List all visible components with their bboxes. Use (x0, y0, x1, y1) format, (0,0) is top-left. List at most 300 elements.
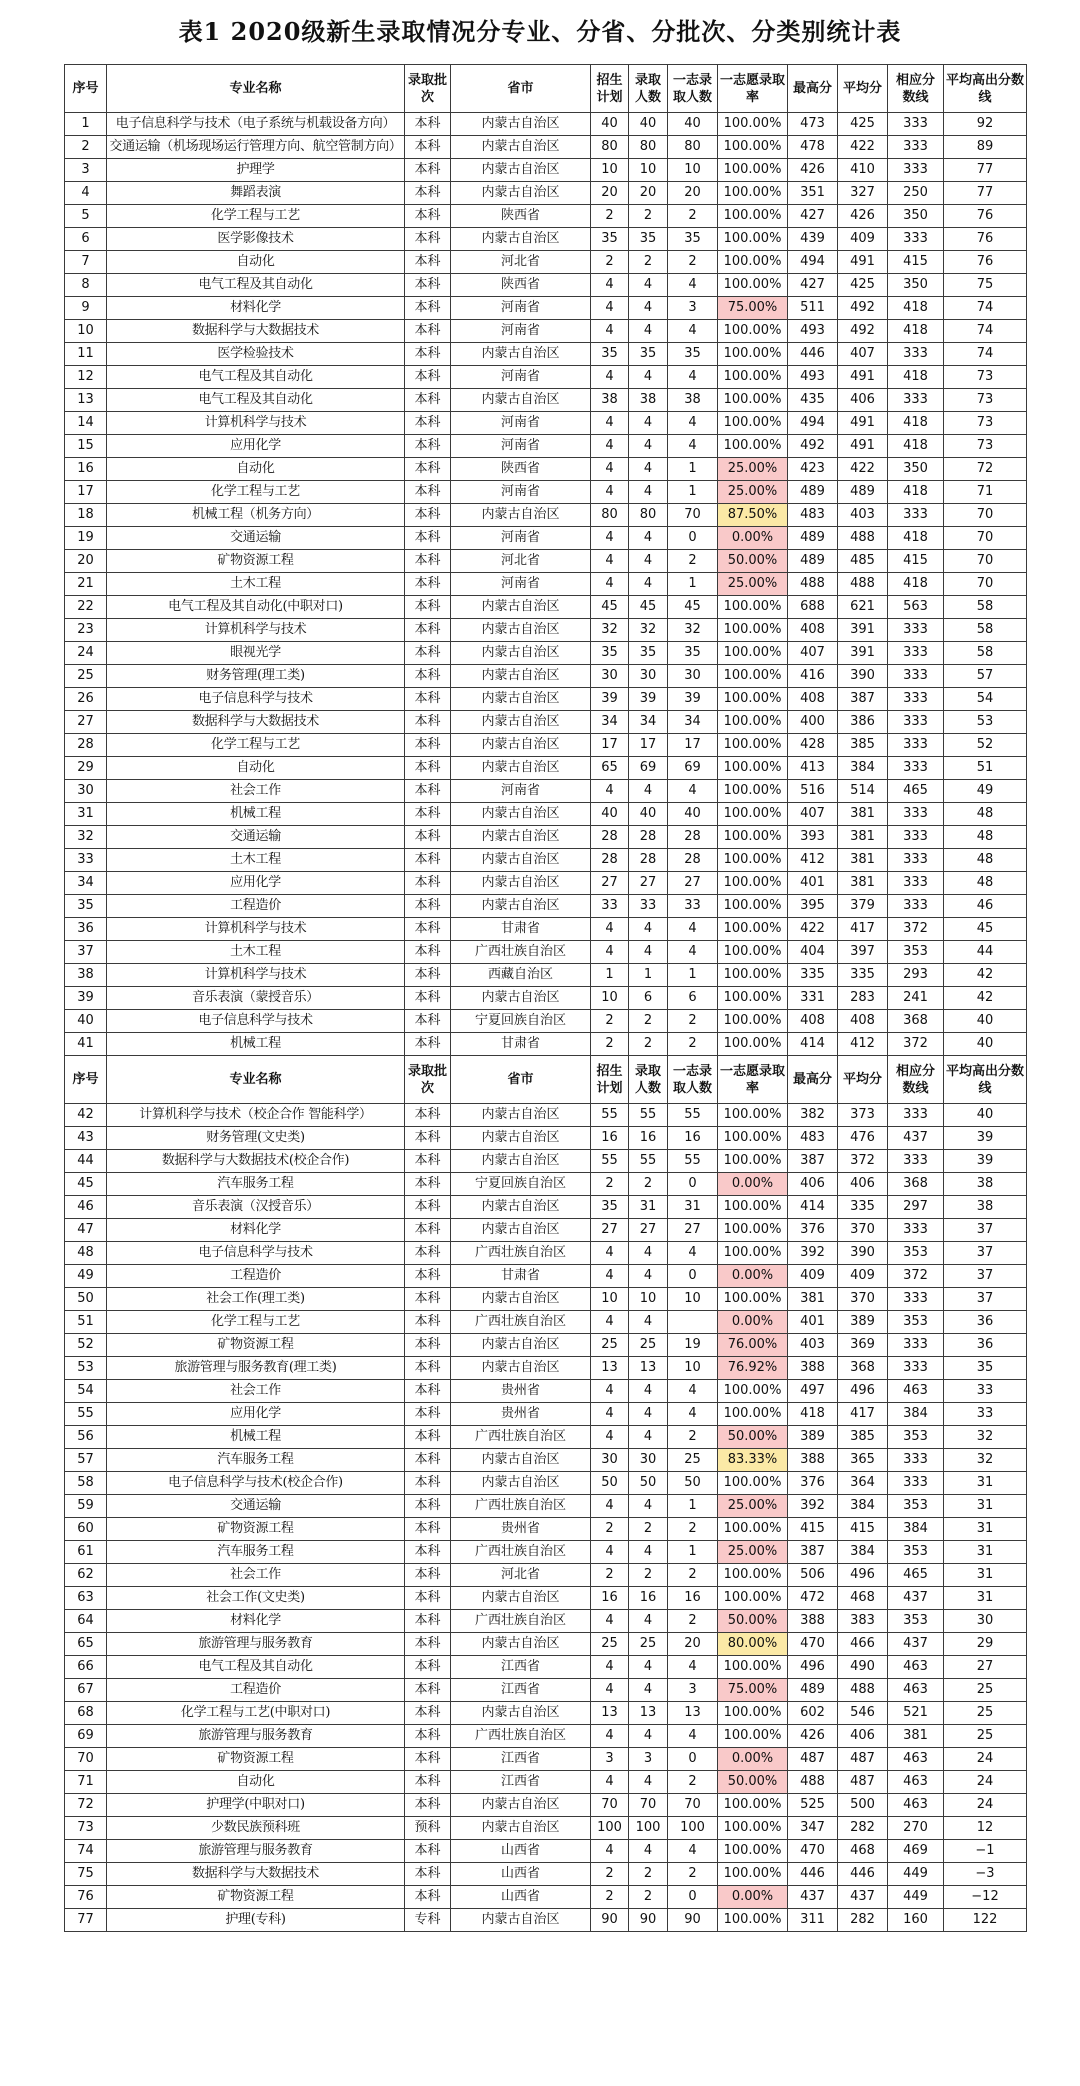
table-row (65, 1771, 1027, 1794)
cell-col-province: 河北省 (451, 251, 591, 274)
cell-col-major-name: 旅游管理与服务教育 (107, 1840, 405, 1863)
cell-col-plan: 35 (591, 1196, 629, 1219)
cell-col-first-choice-count (668, 1311, 718, 1334)
cell-col-first-choice-count: 69 (668, 757, 718, 780)
table-row (65, 1587, 1027, 1610)
cell-col-avg-above-cutoff: 39 (944, 1127, 1027, 1150)
cell-col-admitted: 55 (629, 1104, 668, 1127)
header-col-avg-above-cutoff: 平均高出分数线 (944, 65, 1027, 113)
table-row (65, 1794, 1027, 1817)
cell-col-cutoff: 350 (888, 274, 944, 297)
cell-col-max-score: 428 (788, 734, 838, 757)
cell-col-avg-above-cutoff: 40 (944, 1010, 1027, 1033)
cell-col-batch: 本科 (405, 872, 451, 895)
cell-col-first-choice-count: 4 (668, 1380, 718, 1403)
cell-col-index: 55 (65, 1403, 107, 1426)
cell-col-first-choice-count: 1 (668, 1495, 718, 1518)
cell-col-plan: 4 (591, 297, 629, 320)
cell-col-first-choice-rate: 100.00% (718, 849, 788, 872)
cell-col-batch: 本科 (405, 780, 451, 803)
cell-col-admitted: 33 (629, 895, 668, 918)
cell-col-plan: 40 (591, 803, 629, 826)
cell-col-avg-above-cutoff: 31 (944, 1472, 1027, 1495)
cell-col-plan: 25 (591, 1334, 629, 1357)
cell-col-avg-score: 406 (838, 389, 888, 412)
cell-col-max-score: 489 (788, 1679, 838, 1702)
cell-col-batch: 专科 (405, 1909, 451, 1932)
cell-col-avg-above-cutoff: −1 (944, 1840, 1027, 1863)
cell-col-admitted: 16 (629, 1127, 668, 1150)
cell-col-plan: 90 (591, 1909, 629, 1932)
cell-col-max-score: 602 (788, 1702, 838, 1725)
cell-col-plan: 39 (591, 688, 629, 711)
cell-col-first-choice-count: 17 (668, 734, 718, 757)
cell-col-major-name: 电子信息科学与技术（电子系统与机载设备方向） (107, 113, 405, 136)
cell-col-province: 内蒙古自治区 (451, 1909, 591, 1932)
cell-col-batch: 本科 (405, 1242, 451, 1265)
cell-col-first-choice-rate: 100.00% (718, 136, 788, 159)
cell-col-avg-score: 372 (838, 1150, 888, 1173)
cell-col-avg-above-cutoff: 70 (944, 573, 1027, 596)
cell-col-avg-above-cutoff: 54 (944, 688, 1027, 711)
cell-col-first-choice-count: 16 (668, 1587, 718, 1610)
cell-col-avg-score: 403 (838, 504, 888, 527)
cell-col-first-choice-rate: 100.00% (718, 1794, 788, 1817)
cell-col-province: 内蒙古自治区 (451, 1702, 591, 1725)
cell-col-major-name: 应用化学 (107, 872, 405, 895)
cell-col-first-choice-rate: 100.00% (718, 1127, 788, 1150)
cell-col-batch: 本科 (405, 1265, 451, 1288)
cell-col-major-name: 数据科学与大数据技术 (107, 1863, 405, 1886)
cell-col-admitted: 4 (629, 573, 668, 596)
cell-col-first-choice-rate: 75.00% (718, 1679, 788, 1702)
cell-col-batch: 本科 (405, 1173, 451, 1196)
cell-col-max-score: 388 (788, 1610, 838, 1633)
cell-col-avg-above-cutoff: 58 (944, 619, 1027, 642)
table-row (65, 872, 1027, 895)
cell-col-province: 河南省 (451, 573, 591, 596)
cell-col-major-name: 电气工程及其自动化 (107, 274, 405, 297)
cell-col-plan: 38 (591, 389, 629, 412)
cell-col-admitted: 4 (629, 1403, 668, 1426)
cell-col-index: 47 (65, 1219, 107, 1242)
cell-col-cutoff: 293 (888, 964, 944, 987)
cell-col-admitted: 4 (629, 1242, 668, 1265)
cell-col-first-choice-rate: 100.00% (718, 642, 788, 665)
cell-col-province: 内蒙古自治区 (451, 757, 591, 780)
cell-col-first-choice-count: 3 (668, 297, 718, 320)
cell-col-batch: 本科 (405, 550, 451, 573)
cell-col-batch: 本科 (405, 1541, 451, 1564)
cell-col-province: 河北省 (451, 550, 591, 573)
cell-col-cutoff: 333 (888, 734, 944, 757)
cell-col-batch: 本科 (405, 1495, 451, 1518)
cell-col-cutoff: 372 (888, 1265, 944, 1288)
cell-col-province: 内蒙古自治区 (451, 872, 591, 895)
cell-col-first-choice-count: 0 (668, 1173, 718, 1196)
cell-col-admitted: 1 (629, 964, 668, 987)
cell-col-cutoff: 449 (888, 1863, 944, 1886)
cell-col-cutoff: 415 (888, 251, 944, 274)
cell-col-admitted: 2 (629, 1886, 668, 1909)
cell-col-first-choice-count: 70 (668, 504, 718, 527)
header-col-index: 序号 (65, 1056, 107, 1104)
cell-col-plan: 4 (591, 1840, 629, 1863)
cell-col-cutoff: 333 (888, 1334, 944, 1357)
cell-col-cutoff: 463 (888, 1656, 944, 1679)
cell-col-major-name: 电子信息科学与技术 (107, 1010, 405, 1033)
cell-col-major-name: 汽车服务工程 (107, 1173, 405, 1196)
cell-col-batch: 本科 (405, 1794, 451, 1817)
cell-col-plan: 4 (591, 1541, 629, 1564)
cell-col-admitted: 4 (629, 550, 668, 573)
cell-col-first-choice-rate: 100.00% (718, 1817, 788, 1840)
cell-col-first-choice-count: 4 (668, 435, 718, 458)
cell-col-max-score: 393 (788, 826, 838, 849)
cell-col-plan: 35 (591, 642, 629, 665)
table-row (65, 1656, 1027, 1679)
cell-col-avg-above-cutoff: 71 (944, 481, 1027, 504)
cell-col-index: 32 (65, 826, 107, 849)
cell-col-avg-score: 406 (838, 1725, 888, 1748)
cell-col-province: 内蒙古自治区 (451, 1633, 591, 1656)
cell-col-index: 19 (65, 527, 107, 550)
cell-col-index: 49 (65, 1265, 107, 1288)
cell-col-cutoff: 372 (888, 918, 944, 941)
cell-col-admitted: 50 (629, 1472, 668, 1495)
cell-col-index: 4 (65, 182, 107, 205)
cell-col-province: 河北省 (451, 1564, 591, 1587)
cell-col-avg-score: 491 (838, 435, 888, 458)
cell-col-batch: 本科 (405, 1679, 451, 1702)
cell-col-province: 内蒙古自治区 (451, 849, 591, 872)
cell-col-plan: 45 (591, 596, 629, 619)
cell-col-batch: 本科 (405, 251, 451, 274)
cell-col-first-choice-count: 40 (668, 113, 718, 136)
cell-col-index: 38 (65, 964, 107, 987)
cell-col-major-name: 应用化学 (107, 1403, 405, 1426)
cell-col-first-choice-rate: 50.00% (718, 1426, 788, 1449)
cell-col-first-choice-rate: 100.00% (718, 987, 788, 1010)
cell-col-batch: 本科 (405, 481, 451, 504)
cell-col-admitted: 34 (629, 711, 668, 734)
cell-col-index: 27 (65, 711, 107, 734)
cell-col-batch: 本科 (405, 849, 451, 872)
cell-col-major-name: 少数民族预科班 (107, 1817, 405, 1840)
cell-col-cutoff: 333 (888, 872, 944, 895)
cell-col-index: 11 (65, 343, 107, 366)
cell-col-avg-score: 369 (838, 1334, 888, 1357)
cell-col-max-score: 516 (788, 780, 838, 803)
cell-col-avg-score: 385 (838, 1426, 888, 1449)
cell-col-avg-above-cutoff: 25 (944, 1725, 1027, 1748)
cell-col-avg-score: 492 (838, 320, 888, 343)
cell-col-batch: 本科 (405, 274, 451, 297)
cell-col-index: 28 (65, 734, 107, 757)
cell-col-max-score: 494 (788, 412, 838, 435)
cell-col-index: 62 (65, 1564, 107, 1587)
cell-col-avg-score: 327 (838, 182, 888, 205)
cell-col-province: 内蒙古自治区 (451, 1219, 591, 1242)
cell-col-admitted: 31 (629, 1196, 668, 1219)
cell-col-plan: 4 (591, 1610, 629, 1633)
cell-col-first-choice-rate: 0.00% (718, 1265, 788, 1288)
cell-col-avg-score: 370 (838, 1219, 888, 1242)
cell-col-province: 陕西省 (451, 205, 591, 228)
cell-col-admitted: 17 (629, 734, 668, 757)
cell-col-avg-above-cutoff: 33 (944, 1380, 1027, 1403)
cell-col-plan: 27 (591, 1219, 629, 1242)
cell-col-first-choice-count: 28 (668, 826, 718, 849)
cell-col-batch: 本科 (405, 688, 451, 711)
cell-col-index: 22 (65, 596, 107, 619)
cell-col-index: 69 (65, 1725, 107, 1748)
cell-col-major-name: 数据科学与大数据技术 (107, 320, 405, 343)
cell-col-avg-score: 488 (838, 527, 888, 550)
cell-col-index: 3 (65, 159, 107, 182)
cell-col-major-name: 汽车服务工程 (107, 1541, 405, 1564)
cell-col-avg-score: 491 (838, 412, 888, 435)
cell-col-first-choice-rate: 100.00% (718, 964, 788, 987)
cell-col-province: 广西壮族自治区 (451, 1541, 591, 1564)
cell-col-major-name: 机械工程 (107, 803, 405, 826)
cell-col-first-choice-rate: 0.00% (718, 1748, 788, 1771)
cell-col-avg-above-cutoff: 24 (944, 1748, 1027, 1771)
cell-col-cutoff: 463 (888, 1748, 944, 1771)
cell-col-first-choice-count: 33 (668, 895, 718, 918)
cell-col-batch: 本科 (405, 573, 451, 596)
cell-col-admitted: 30 (629, 1449, 668, 1472)
cell-col-plan: 100 (591, 1817, 629, 1840)
cell-col-cutoff: 250 (888, 182, 944, 205)
cell-col-index: 46 (65, 1196, 107, 1219)
table-row (65, 642, 1027, 665)
cell-col-major-name: 应用化学 (107, 435, 405, 458)
cell-col-first-choice-count: 38 (668, 389, 718, 412)
cell-col-province: 内蒙古自治区 (451, 182, 591, 205)
table-row (65, 826, 1027, 849)
cell-col-max-score: 408 (788, 688, 838, 711)
header-col-first-choice-count: 一志录取人数 (668, 65, 718, 113)
cell-col-avg-above-cutoff: 31 (944, 1518, 1027, 1541)
cell-col-plan: 32 (591, 619, 629, 642)
cell-col-admitted: 4 (629, 1771, 668, 1794)
cell-col-plan: 65 (591, 757, 629, 780)
cell-col-avg-score: 381 (838, 803, 888, 826)
cell-col-province: 河南省 (451, 481, 591, 504)
cell-col-first-choice-count: 2 (668, 205, 718, 228)
cell-col-plan: 4 (591, 412, 629, 435)
cell-col-avg-above-cutoff: 92 (944, 113, 1027, 136)
cell-col-first-choice-count: 55 (668, 1104, 718, 1127)
cell-col-avg-score: 391 (838, 619, 888, 642)
cell-col-batch: 本科 (405, 412, 451, 435)
cell-col-first-choice-count: 4 (668, 941, 718, 964)
cell-col-first-choice-rate: 100.00% (718, 1150, 788, 1173)
cell-col-cutoff: 437 (888, 1587, 944, 1610)
cell-col-province: 西藏自治区 (451, 964, 591, 987)
table-row (65, 734, 1027, 757)
table-row (65, 389, 1027, 412)
cell-col-cutoff: 160 (888, 1909, 944, 1932)
table-row (65, 1702, 1027, 1725)
cell-col-index: 20 (65, 550, 107, 573)
cell-col-avg-above-cutoff: 76 (944, 251, 1027, 274)
cell-col-avg-score: 386 (838, 711, 888, 734)
cell-col-plan: 4 (591, 1242, 629, 1265)
cell-col-first-choice-count: 50 (668, 1472, 718, 1495)
cell-col-avg-above-cutoff: 37 (944, 1288, 1027, 1311)
cell-col-province: 内蒙古自治区 (451, 159, 591, 182)
table-row (65, 1633, 1027, 1656)
cell-col-province: 内蒙古自治区 (451, 389, 591, 412)
cell-col-batch: 本科 (405, 734, 451, 757)
cell-col-avg-above-cutoff: 37 (944, 1242, 1027, 1265)
cell-col-avg-above-cutoff: 25 (944, 1702, 1027, 1725)
cell-col-first-choice-count: 4 (668, 1403, 718, 1426)
cell-col-batch: 本科 (405, 1311, 451, 1334)
cell-col-province: 甘肃省 (451, 1265, 591, 1288)
cell-col-avg-above-cutoff: 44 (944, 941, 1027, 964)
header-col-first-choice-rate: 一志愿录取率 (718, 1056, 788, 1104)
cell-col-avg-score: 468 (838, 1587, 888, 1610)
cell-col-admitted: 90 (629, 1909, 668, 1932)
cell-col-admitted: 35 (629, 642, 668, 665)
cell-col-max-score: 422 (788, 918, 838, 941)
cell-col-avg-above-cutoff: 76 (944, 205, 1027, 228)
cell-col-first-choice-count: 0 (668, 527, 718, 550)
table-row (65, 596, 1027, 619)
cell-col-cutoff: 333 (888, 1288, 944, 1311)
cell-col-plan: 50 (591, 1472, 629, 1495)
cell-col-province: 内蒙古自治区 (451, 1794, 591, 1817)
cell-col-batch: 本科 (405, 941, 451, 964)
cell-col-plan: 4 (591, 435, 629, 458)
cell-col-major-name: 矿物资源工程 (107, 550, 405, 573)
cell-col-province: 江西省 (451, 1748, 591, 1771)
cell-col-first-choice-rate: 100.00% (718, 596, 788, 619)
cell-col-province: 内蒙古自治区 (451, 642, 591, 665)
cell-col-major-name: 工程造价 (107, 895, 405, 918)
cell-col-admitted: 27 (629, 872, 668, 895)
table-row (65, 320, 1027, 343)
cell-col-first-choice-count: 35 (668, 343, 718, 366)
cell-col-batch: 本科 (405, 596, 451, 619)
cell-col-max-score: 381 (788, 1288, 838, 1311)
cell-col-province: 河南省 (451, 435, 591, 458)
cell-col-major-name: 电气工程及其自动化 (107, 1656, 405, 1679)
cell-col-admitted: 20 (629, 182, 668, 205)
cell-col-province: 河南省 (451, 780, 591, 803)
cell-col-max-score: 446 (788, 343, 838, 366)
cell-col-avg-score: 412 (838, 1033, 888, 1056)
table-row (65, 1196, 1027, 1219)
cell-col-province: 河南省 (451, 320, 591, 343)
cell-col-admitted: 13 (629, 1702, 668, 1725)
cell-col-cutoff: 463 (888, 1794, 944, 1817)
cell-col-max-score: 489 (788, 527, 838, 550)
cell-col-avg-above-cutoff: 122 (944, 1909, 1027, 1932)
cell-col-max-score: 401 (788, 872, 838, 895)
cell-col-plan: 80 (591, 136, 629, 159)
cell-col-first-choice-rate: 100.00% (718, 1702, 788, 1725)
cell-col-index: 42 (65, 1104, 107, 1127)
cell-col-max-score: 387 (788, 1541, 838, 1564)
cell-col-first-choice-rate: 25.00% (718, 481, 788, 504)
cell-col-avg-score: 384 (838, 1541, 888, 1564)
cell-col-cutoff: 333 (888, 1357, 944, 1380)
table-row (65, 136, 1027, 159)
cell-col-avg-above-cutoff: 31 (944, 1564, 1027, 1587)
header-col-first-choice-rate: 一志愿录取率 (718, 65, 788, 113)
cell-col-index: 1 (65, 113, 107, 136)
cell-col-cutoff: 418 (888, 297, 944, 320)
cell-col-avg-above-cutoff: 31 (944, 1541, 1027, 1564)
cell-col-first-choice-rate: 100.00% (718, 159, 788, 182)
cell-col-index: 53 (65, 1357, 107, 1380)
cell-col-first-choice-count: 0 (668, 1265, 718, 1288)
cell-col-cutoff: 368 (888, 1010, 944, 1033)
table-row (65, 205, 1027, 228)
table-row (65, 481, 1027, 504)
cell-col-cutoff: 333 (888, 136, 944, 159)
cell-col-max-score: 492 (788, 435, 838, 458)
cell-col-first-choice-count: 4 (668, 780, 718, 803)
cell-col-admitted: 25 (629, 1334, 668, 1357)
cell-col-max-score: 426 (788, 1725, 838, 1748)
header-col-avg-score: 平均分 (838, 65, 888, 113)
cell-col-avg-above-cutoff: 89 (944, 136, 1027, 159)
cell-col-index: 25 (65, 665, 107, 688)
cell-col-province: 江西省 (451, 1771, 591, 1794)
cell-col-avg-score: 422 (838, 136, 888, 159)
cell-col-plan: 80 (591, 504, 629, 527)
cell-col-plan: 4 (591, 274, 629, 297)
cell-col-max-score: 489 (788, 481, 838, 504)
table-row (65, 550, 1027, 573)
cell-col-avg-score: 488 (838, 1679, 888, 1702)
cell-col-avg-above-cutoff: 75 (944, 274, 1027, 297)
cell-col-major-name: 电气工程及其自动化(中职对口) (107, 596, 405, 619)
cell-col-first-choice-count: 34 (668, 711, 718, 734)
cell-col-index: 12 (65, 366, 107, 389)
table-row (65, 1104, 1027, 1127)
cell-col-major-name: 电子信息科学与技术 (107, 688, 405, 711)
cell-col-first-choice-rate: 100.00% (718, 1840, 788, 1863)
cell-col-index: 76 (65, 1886, 107, 1909)
cell-col-first-choice-rate: 100.00% (718, 1196, 788, 1219)
cell-col-cutoff: 333 (888, 619, 944, 642)
cell-col-avg-score: 446 (838, 1863, 888, 1886)
cell-col-avg-above-cutoff: 27 (944, 1656, 1027, 1679)
cell-col-cutoff: 418 (888, 573, 944, 596)
cell-col-max-score: 472 (788, 1587, 838, 1610)
cell-col-index: 18 (65, 504, 107, 527)
cell-col-avg-above-cutoff: 31 (944, 1587, 1027, 1610)
table-row (65, 803, 1027, 826)
cell-col-cutoff: 418 (888, 366, 944, 389)
cell-col-max-score: 473 (788, 113, 838, 136)
cell-col-plan: 4 (591, 1311, 629, 1334)
cell-col-avg-above-cutoff: 40 (944, 1033, 1027, 1056)
cell-col-index: 71 (65, 1771, 107, 1794)
cell-col-index: 66 (65, 1656, 107, 1679)
header-col-max-score: 最高分 (788, 1056, 838, 1104)
cell-col-avg-above-cutoff: 58 (944, 642, 1027, 665)
cell-col-avg-score: 410 (838, 159, 888, 182)
cell-col-admitted: 70 (629, 1794, 668, 1817)
cell-col-avg-score: 373 (838, 1104, 888, 1127)
